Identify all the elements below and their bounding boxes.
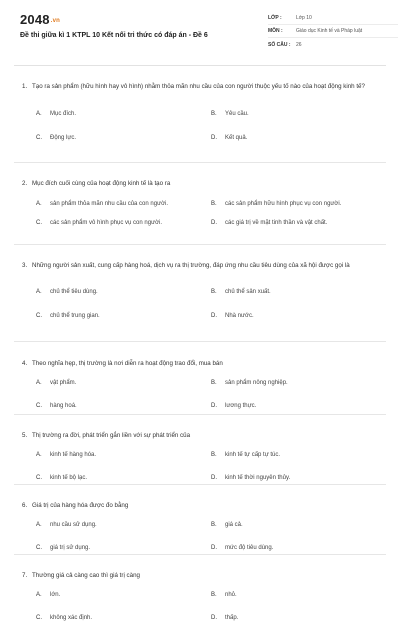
answer-option-b[interactable] bbox=[211, 200, 386, 209]
option-letter: D. bbox=[211, 544, 217, 551]
answer-option-d[interactable] bbox=[211, 402, 386, 411]
question-number: 4. bbox=[22, 360, 28, 367]
question-item bbox=[14, 485, 386, 555]
option-letter: D. bbox=[211, 312, 217, 319]
option-letter: C. bbox=[36, 544, 42, 551]
option-text: kinh tế hàng hóa. bbox=[50, 452, 97, 458]
option-text: lớn. bbox=[50, 592, 61, 598]
answer-options bbox=[14, 379, 386, 410]
option-text: lương thực. bbox=[225, 402, 257, 409]
option-letter: C. bbox=[36, 219, 42, 226]
answer-option-c[interactable] bbox=[36, 402, 211, 411]
answer-option-b[interactable] bbox=[211, 110, 386, 119]
question-number: 6. bbox=[22, 502, 28, 509]
answer-options bbox=[14, 521, 386, 552]
option-text: các giá trị về mặt tinh thần và vật chất. bbox=[225, 219, 328, 226]
option-letter: D. bbox=[211, 614, 217, 621]
meta-row-subject bbox=[268, 25, 398, 38]
option-text: kinh tế thời nguyên thủy. bbox=[225, 474, 291, 481]
meta-row-count bbox=[268, 38, 398, 51]
option-letter: A. bbox=[36, 201, 42, 207]
question-number: 1. bbox=[22, 83, 28, 90]
question-text bbox=[14, 179, 386, 188]
answer-option-d[interactable] bbox=[211, 134, 386, 143]
option-letter: C. bbox=[36, 134, 42, 141]
question-list bbox=[14, 66, 386, 631]
question-body: Tạo ra sản phẩm (hữu hình hay vô hình) nhằm thỏa mãn nhu cầu của con người thuộc yếu tố nào của hoạt động kinh tế? bbox=[32, 83, 365, 90]
answer-option-c[interactable] bbox=[36, 614, 211, 623]
meta-value: Giáo dục Kinh tế và Pháp luật bbox=[296, 28, 363, 34]
option-text: sản phẩm nông nghiệp. bbox=[225, 380, 288, 386]
answer-option-b[interactable] bbox=[211, 451, 386, 460]
meta-value: Lớp 10 bbox=[296, 15, 312, 21]
answer-option-a[interactable] bbox=[36, 591, 211, 600]
question-body: Thường giá cả càng cao thì giá trị càng bbox=[32, 572, 140, 579]
option-letter: D. bbox=[211, 402, 217, 409]
option-letter: D. bbox=[211, 134, 217, 141]
option-letter: B. bbox=[211, 522, 217, 528]
logo-tld: .vn bbox=[50, 17, 61, 24]
question-body: Theo nghĩa hẹp, thị trường là nơi diễn ra hoạt động trao đổi, mua bán bbox=[32, 360, 223, 367]
answer-options bbox=[14, 200, 386, 227]
option-letter: C. bbox=[36, 474, 42, 481]
answer-option-a[interactable] bbox=[36, 110, 211, 119]
option-text: sản phẩm thỏa mãn nhu cầu của con người. bbox=[50, 201, 169, 207]
question-item bbox=[14, 415, 386, 485]
answer-option-a[interactable] bbox=[36, 288, 211, 297]
option-letter: C. bbox=[36, 312, 42, 319]
answer-option-d[interactable] bbox=[211, 544, 386, 553]
answer-option-a[interactable] bbox=[36, 379, 211, 388]
question-item bbox=[14, 245, 386, 342]
option-text: không xác định. bbox=[50, 614, 93, 621]
question-item bbox=[14, 66, 386, 163]
option-letter: B. bbox=[211, 111, 217, 117]
option-text: vật phẩm. bbox=[50, 380, 77, 386]
logo-main: 2048 bbox=[20, 12, 50, 27]
option-letter: A. bbox=[36, 111, 42, 117]
option-letter: B. bbox=[211, 380, 217, 386]
option-text: thấp. bbox=[225, 614, 239, 621]
site-logo[interactable] bbox=[20, 12, 60, 27]
question-body: Mục đích cuối cùng của hoạt động kinh tế là tạo ra bbox=[32, 180, 171, 187]
option-letter: B. bbox=[211, 201, 217, 207]
option-text: nhu cầu sử dụng. bbox=[50, 522, 97, 528]
question-body: Giá trị của hàng hóa được đo bằng bbox=[32, 502, 129, 509]
option-letter: A. bbox=[36, 289, 42, 295]
option-text: chủ thể trung gian. bbox=[50, 312, 100, 319]
answer-option-b[interactable] bbox=[211, 379, 386, 388]
question-number: 5. bbox=[22, 432, 28, 439]
question-item bbox=[14, 163, 386, 245]
option-letter: D. bbox=[211, 474, 217, 481]
answer-option-b[interactable] bbox=[211, 521, 386, 530]
answer-options bbox=[14, 591, 386, 622]
option-letter: A. bbox=[36, 380, 42, 386]
question-number: 2. bbox=[22, 180, 28, 187]
question-text bbox=[14, 431, 386, 440]
option-text: Kết quả. bbox=[225, 134, 248, 141]
page-header bbox=[14, 0, 386, 66]
question-text bbox=[14, 501, 386, 510]
option-letter: B. bbox=[211, 452, 217, 458]
answer-options bbox=[14, 110, 386, 142]
answer-option-a[interactable] bbox=[36, 521, 211, 530]
page-title: Đề thi giữa kì 1 KTPL 10 Kết nối tri thức có đáp án - Đề 6 bbox=[20, 32, 208, 39]
question-text bbox=[14, 359, 386, 368]
option-text: Yêu cầu. bbox=[225, 111, 249, 117]
question-body: Những người sản xuất, cung cấp hàng hoá, dịch vụ ra thị trường, đáp ứng nhu cầu tiêu dùng của xã hội được gọi là bbox=[32, 262, 350, 269]
answer-option-c[interactable] bbox=[36, 219, 211, 228]
option-letter: C. bbox=[36, 614, 42, 621]
option-text: giá trị sử dụng. bbox=[50, 544, 91, 551]
answer-option-c[interactable] bbox=[36, 544, 211, 553]
option-letter: A. bbox=[36, 452, 42, 458]
option-text: nhỏ. bbox=[225, 592, 237, 598]
meta-row-class bbox=[268, 12, 398, 25]
answer-options bbox=[14, 451, 386, 482]
option-letter: D. bbox=[211, 219, 217, 226]
option-text: chủ thể tiêu dùng. bbox=[50, 289, 98, 295]
question-text bbox=[14, 82, 386, 91]
answer-option-d[interactable] bbox=[211, 219, 386, 228]
question-number: 3. bbox=[22, 262, 28, 269]
question-number: 7. bbox=[22, 572, 28, 579]
option-letter: C. bbox=[36, 402, 42, 409]
answer-option-c[interactable] bbox=[36, 134, 211, 143]
question-text bbox=[14, 261, 386, 270]
option-letter: A. bbox=[36, 522, 42, 528]
option-text: chủ thể sản xuất. bbox=[225, 289, 271, 295]
option-letter: B. bbox=[211, 592, 217, 598]
answer-option-c[interactable] bbox=[36, 312, 211, 321]
question-item bbox=[14, 342, 386, 415]
answer-option-b[interactable] bbox=[211, 288, 386, 297]
option-text: Mục đích. bbox=[50, 111, 77, 117]
option-text: Động lực. bbox=[50, 134, 77, 141]
meta-label: SỐ CÂU : bbox=[268, 41, 291, 48]
answer-option-d[interactable] bbox=[211, 614, 386, 623]
meta-label: MÔN : bbox=[268, 28, 283, 34]
answer-option-c[interactable] bbox=[36, 474, 211, 483]
answer-option-d[interactable] bbox=[211, 474, 386, 483]
meta-value: 26 bbox=[296, 41, 302, 48]
exam-meta bbox=[268, 12, 398, 51]
option-text: các sản phẩm vô hình phục vụ con người. bbox=[50, 219, 163, 226]
option-text: mức độ tiêu dùng. bbox=[225, 544, 274, 551]
option-text: hàng hoá. bbox=[50, 402, 77, 409]
option-text: kinh tế bộ lạc. bbox=[50, 474, 88, 481]
option-text: kinh tế tự cấp tự túc. bbox=[225, 452, 281, 458]
answer-option-a[interactable] bbox=[36, 200, 211, 209]
meta-label: LỚP : bbox=[268, 15, 282, 21]
question-body: Thị trường ra đời, phát triển gắn liền với sự phát triển của bbox=[32, 432, 191, 439]
question-item bbox=[14, 555, 386, 631]
question-text bbox=[14, 571, 386, 580]
answer-option-d[interactable] bbox=[211, 312, 386, 321]
option-text: các sản phẩm hữu hình phục vụ con người. bbox=[225, 201, 342, 207]
answer-options bbox=[14, 288, 386, 320]
option-letter: B. bbox=[211, 289, 217, 295]
option-text: giá cả. bbox=[225, 522, 243, 528]
answer-option-a[interactable] bbox=[36, 451, 211, 460]
option-text: Nhà nước. bbox=[225, 312, 254, 319]
option-letter: A. bbox=[36, 592, 42, 598]
answer-option-b[interactable] bbox=[211, 591, 386, 600]
